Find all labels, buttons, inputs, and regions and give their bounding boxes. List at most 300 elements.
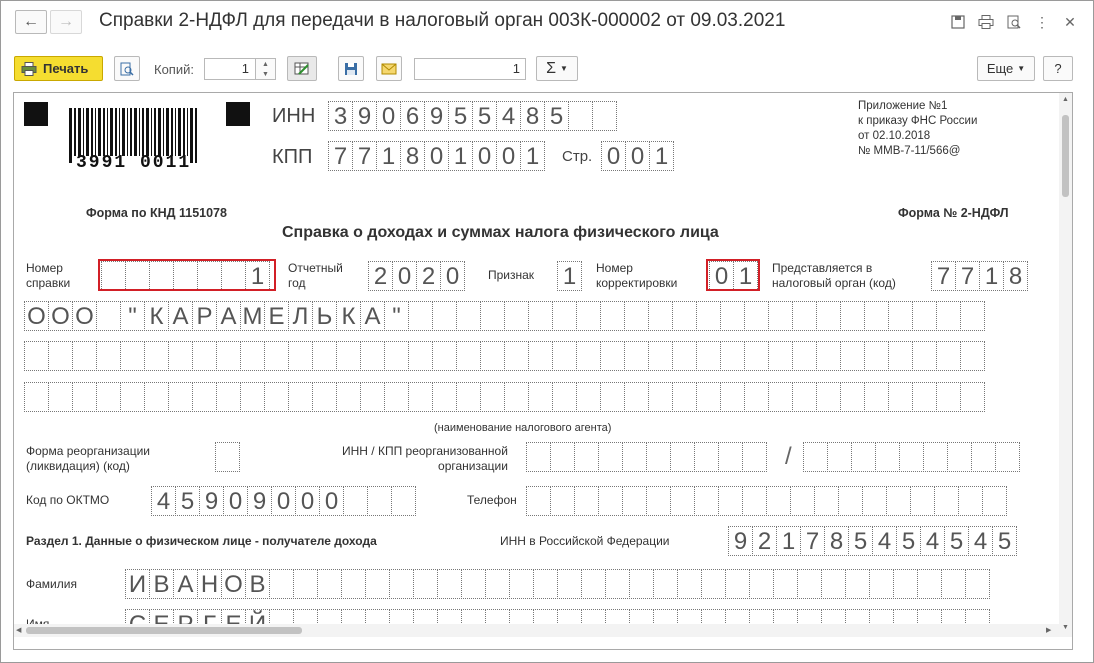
char-cell: О <box>48 301 73 331</box>
char-cell <box>886 486 911 516</box>
char-cell <box>391 486 416 516</box>
preview-button[interactable] <box>114 56 140 81</box>
label-line: ИНН / КПП реорганизованной <box>342 444 508 458</box>
char-cell <box>851 442 876 472</box>
envelope-icon <box>381 63 397 75</box>
char-cell <box>864 301 889 331</box>
char-cell <box>600 382 625 412</box>
char-cell <box>725 569 750 599</box>
char-cell: 8 <box>824 526 849 556</box>
char-cell <box>672 382 697 412</box>
char-cell <box>312 382 337 412</box>
label-line: корректировки <box>596 276 678 290</box>
char-cell <box>936 382 961 412</box>
char-cell <box>528 341 553 371</box>
window-title: Справки 2-НДФЛ для передачи в налоговый орган 003К-000002 от 09.03.2021 <box>99 10 786 31</box>
more-label: Еще <box>986 61 1014 76</box>
copies-input[interactable]: 1 <box>204 58 256 80</box>
char-cell <box>622 486 647 516</box>
char-cell <box>864 382 889 412</box>
char-cell <box>875 442 900 472</box>
char-cell: 9 <box>199 486 224 516</box>
char-cell <box>718 442 743 472</box>
char-cell: 9 <box>247 486 272 516</box>
char-cell <box>408 341 433 371</box>
char-cell: Р <box>192 301 217 331</box>
char-cell <box>936 301 961 331</box>
cert-number-highlight <box>98 259 276 291</box>
char-cell <box>456 382 481 412</box>
agent-name-row-3[interactable] <box>24 382 984 412</box>
pages-field[interactable]: 1 <box>414 58 526 80</box>
tax-authority-cells[interactable] <box>931 261 1027 291</box>
char-cell <box>622 442 647 472</box>
sigma-icon: Σ <box>546 59 556 77</box>
scroll-right-icon[interactable]: ▶ <box>1046 627 1052 634</box>
oktmo-label: Код по ОКТМО <box>26 493 110 507</box>
printer-icon <box>21 62 37 76</box>
char-cell <box>696 301 721 331</box>
char-cell: 0 <box>440 261 465 291</box>
char-cell: О <box>221 569 246 599</box>
save-button[interactable] <box>338 56 364 81</box>
char-cell: 4 <box>496 101 521 131</box>
char-cell <box>995 442 1020 472</box>
char-cell <box>816 382 841 412</box>
tax-authority-label <box>772 261 896 291</box>
char-cell <box>408 301 433 331</box>
char-cell <box>144 382 169 412</box>
print-button[interactable] <box>14 56 103 81</box>
char-cell <box>749 569 774 599</box>
chevron-up-icon[interactable]: ▲ <box>262 60 269 68</box>
char-cell <box>720 382 745 412</box>
appendix-line: от 02.10.2018 <box>858 130 931 142</box>
char-cell <box>744 382 769 412</box>
char-cell <box>816 341 841 371</box>
inn-rf-label: ИНН в Российской Федерации <box>500 534 670 548</box>
char-cell <box>624 382 649 412</box>
char-cell <box>827 442 852 472</box>
char-cell <box>413 569 438 599</box>
label-line: Отчетный <box>288 261 343 275</box>
char-cell <box>917 569 942 599</box>
char-cell <box>648 382 673 412</box>
correction-label <box>596 261 677 291</box>
char-cell <box>504 382 529 412</box>
chevron-down-icon[interactable]: ▼ <box>262 70 269 78</box>
char-cell: 7 <box>352 141 377 171</box>
char-cell <box>840 382 865 412</box>
char-cell <box>96 382 121 412</box>
char-cell: 0 <box>392 261 417 291</box>
horizontal-scroll-thumb[interactable] <box>26 627 302 634</box>
char-cell <box>965 569 990 599</box>
char-cell <box>912 301 937 331</box>
char-cell: 4 <box>968 526 993 556</box>
sum-button[interactable] <box>536 56 578 81</box>
reorg-form-label <box>26 444 150 474</box>
char-cell <box>744 341 769 371</box>
char-cell: 8 <box>1003 261 1028 291</box>
char-cell: 1 <box>376 141 401 171</box>
char-cell <box>72 382 97 412</box>
tax-form <box>14 93 1060 637</box>
dropdown-arrow-icon: ▼ <box>1017 64 1026 73</box>
char-cell: 0 <box>424 141 449 171</box>
char-cell <box>480 382 505 412</box>
char-cell <box>923 442 948 472</box>
char-cell <box>768 301 793 331</box>
char-cell <box>264 382 289 412</box>
document-area[interactable] <box>13 92 1073 650</box>
char-cell <box>893 569 918 599</box>
char-cell <box>720 341 745 371</box>
char-cell <box>912 341 937 371</box>
char-cell: В <box>149 569 174 599</box>
form-title: Справка о доходах и суммах налога физического лица <box>282 224 719 241</box>
print-label: Печать <box>43 61 89 76</box>
save-icon[interactable] <box>947 11 969 33</box>
char-cell: М <box>240 301 265 331</box>
char-cell <box>971 442 996 472</box>
edit-mode-button[interactable] <box>287 56 317 81</box>
char-cell: 7 <box>931 261 956 291</box>
char-cell <box>768 382 793 412</box>
agent-name-row-1[interactable] <box>24 301 984 331</box>
char-cell <box>768 341 793 371</box>
char-cell <box>480 341 505 371</box>
char-cell <box>600 341 625 371</box>
char-cell <box>934 486 959 516</box>
char-cell <box>838 486 863 516</box>
char-cell <box>600 301 625 331</box>
char-cell <box>701 569 726 599</box>
horizontal-scrollbar[interactable] <box>14 624 1060 637</box>
label-line: Номер <box>26 261 63 275</box>
char-cell: 0 <box>319 486 344 516</box>
reorg-inn-label <box>342 444 508 474</box>
char-cell: 1 <box>649 141 674 171</box>
char-cell <box>550 486 575 516</box>
char-cell <box>432 382 457 412</box>
char-cell: 6 <box>400 101 425 131</box>
toolbar <box>1 53 1093 85</box>
char-cell: 5 <box>896 526 921 556</box>
char-cell <box>336 382 361 412</box>
char-cell: " <box>384 301 409 331</box>
char-cell: 9 <box>352 101 377 131</box>
char-cell <box>168 382 193 412</box>
char-cell <box>192 382 217 412</box>
label-line: Номер <box>596 261 633 275</box>
char-cell: 7 <box>328 141 353 171</box>
vertical-scroll-thumb[interactable] <box>1062 115 1069 197</box>
back-button[interactable] <box>15 10 47 34</box>
char-cell <box>744 301 769 331</box>
char-cell <box>215 442 240 472</box>
edit-table-icon <box>294 62 310 76</box>
knd-label: Форма по КНД 1151078 <box>86 206 227 220</box>
form-number-label: Форма № 2-НДФЛ <box>898 206 1009 220</box>
char-cell <box>526 442 551 472</box>
char-cell <box>432 301 457 331</box>
char-cell <box>696 382 721 412</box>
dropdown-arrow-icon: ▼ <box>559 64 568 73</box>
sign-cells[interactable] <box>557 261 581 291</box>
char-cell <box>293 569 318 599</box>
char-cell <box>648 301 673 331</box>
char-cell <box>24 341 49 371</box>
char-cell <box>456 341 481 371</box>
char-cell <box>581 569 606 599</box>
char-cell <box>646 486 671 516</box>
char-cell <box>696 341 721 371</box>
forward-button[interactable] <box>50 10 82 34</box>
char-cell: 8 <box>520 101 545 131</box>
char-cell: 5 <box>472 101 497 131</box>
char-cell: 0 <box>295 486 320 516</box>
magnifier-icon <box>120 62 134 76</box>
char-cell <box>504 301 529 331</box>
reorg-inn-cells[interactable] <box>526 442 766 472</box>
char-cell: Е <box>264 301 289 331</box>
char-cell <box>288 382 313 412</box>
appendix-note <box>858 99 977 159</box>
char-cell: 5 <box>175 486 200 516</box>
char-cell <box>533 569 558 599</box>
char-cell <box>367 486 392 516</box>
scroll-left-icon[interactable]: ◀ <box>16 627 22 634</box>
char-cell <box>605 569 630 599</box>
year-cells[interactable] <box>368 261 464 291</box>
marker-square-right <box>226 102 250 126</box>
appendix-line: Приложение №1 <box>858 100 948 112</box>
arrow-left-icon: ← <box>23 13 39 30</box>
char-cell <box>312 341 337 371</box>
char-cell: К <box>144 301 169 331</box>
appendix-line: к приказу ФНС России <box>858 115 978 127</box>
char-cell <box>592 101 617 131</box>
char-cell <box>936 341 961 371</box>
char-cell <box>960 301 985 331</box>
char-cell <box>840 301 865 331</box>
char-cell <box>718 486 743 516</box>
char-cell <box>790 486 815 516</box>
char-cell <box>947 442 972 472</box>
char-cell <box>840 341 865 371</box>
char-cell <box>899 442 924 472</box>
char-cell <box>48 341 73 371</box>
char-cell <box>742 442 767 472</box>
char-cell: 4 <box>872 526 897 556</box>
char-cell: 7 <box>955 261 980 291</box>
char-cell: 0 <box>496 141 521 171</box>
char-cell <box>648 341 673 371</box>
char-cell <box>24 382 49 412</box>
char-cell: Л <box>288 301 313 331</box>
char-cell: А <box>360 301 385 331</box>
char-cell: 0 <box>376 101 401 131</box>
char-cell: 2 <box>368 261 393 291</box>
char-cell: 4 <box>920 526 945 556</box>
char-cell: 0 <box>625 141 650 171</box>
char-cell <box>96 341 121 371</box>
help-button[interactable]: ? <box>1043 56 1073 81</box>
char-cell: К <box>336 301 361 331</box>
char-cell <box>888 341 913 371</box>
char-cell <box>598 442 623 472</box>
char-cell <box>480 301 505 331</box>
char-cell: 5 <box>992 526 1017 556</box>
char-cell: В <box>245 569 270 599</box>
char-cell <box>888 382 913 412</box>
copies-stepper[interactable] <box>256 58 276 80</box>
char-cell: 0 <box>223 486 248 516</box>
more-vertical-icon[interactable]: ⋮ <box>1035 13 1049 30</box>
char-cell <box>568 101 593 131</box>
char-cell <box>336 341 361 371</box>
char-cell <box>552 382 577 412</box>
cert-number-label <box>26 261 70 291</box>
char-cell <box>960 341 985 371</box>
arrow-right-icon: → <box>58 13 74 30</box>
reorg-form-cells[interactable] <box>215 442 239 472</box>
char-cell: 0 <box>472 141 497 171</box>
preview-icon[interactable] <box>1003 11 1025 33</box>
char-cell: 9 <box>728 526 753 556</box>
char-cell: 2 <box>752 526 777 556</box>
char-cell <box>814 486 839 516</box>
title-bar <box>1 1 1093 45</box>
char-cell: 2 <box>416 261 441 291</box>
slash-separator: / <box>785 443 792 470</box>
char-cell <box>528 301 553 331</box>
char-cell <box>792 382 817 412</box>
section1-title: Раздел 1. Данные о физическом лице - получателе дохода <box>26 534 377 548</box>
char-cell: И <box>125 569 150 599</box>
oktmo-cells[interactable] <box>151 486 415 516</box>
char-cell <box>941 569 966 599</box>
more-button[interactable] <box>977 56 1035 81</box>
barcode-number: 3991 0011 <box>76 153 192 173</box>
correction-highlight <box>706 259 760 291</box>
char-cell <box>360 382 385 412</box>
char-cell <box>574 486 599 516</box>
scroll-down-icon[interactable]: ▼ <box>1062 624 1069 631</box>
char-cell <box>816 301 841 331</box>
label-line: Форма реорганизации <box>26 444 150 458</box>
char-cell: 9 <box>424 101 449 131</box>
page-label: Стр. <box>562 148 593 165</box>
kpp-cells <box>328 141 544 171</box>
char-cell <box>437 569 462 599</box>
char-cell <box>694 442 719 472</box>
label-line: (ликвидация) (код) <box>26 459 130 473</box>
char-cell <box>526 486 551 516</box>
char-cell <box>797 569 822 599</box>
char-cell <box>552 301 577 331</box>
char-cell <box>958 486 983 516</box>
phone-cells[interactable] <box>526 486 1006 516</box>
vertical-scrollbar[interactable] <box>1059 93 1072 637</box>
char-cell <box>646 442 671 472</box>
agent-name-row-2[interactable] <box>24 341 984 371</box>
char-cell: Ь <box>312 301 337 331</box>
char-cell: 3 <box>328 101 353 131</box>
char-cell <box>144 341 169 371</box>
reorg-kpp-cells[interactable] <box>803 442 1019 472</box>
char-cell <box>96 301 121 331</box>
char-cell <box>672 301 697 331</box>
char-cell <box>792 341 817 371</box>
char-cell: 1 <box>448 141 473 171</box>
char-cell <box>432 341 457 371</box>
char-cell: 5 <box>448 101 473 131</box>
label-line: Представляется в <box>772 261 873 275</box>
char-cell <box>264 341 289 371</box>
char-cell <box>910 486 935 516</box>
char-cell <box>48 382 73 412</box>
char-cell <box>574 442 599 472</box>
marker-square-left <box>24 102 48 126</box>
char-cell <box>576 341 601 371</box>
page-cells <box>601 141 673 171</box>
surname-cells[interactable] <box>125 569 989 599</box>
char-cell <box>792 301 817 331</box>
char-cell: А <box>173 569 198 599</box>
char-cell: 5 <box>944 526 969 556</box>
char-cell <box>341 569 366 599</box>
char-cell <box>72 341 97 371</box>
char-cell <box>485 569 510 599</box>
kpp-label: КПП <box>272 146 313 168</box>
email-button[interactable] <box>376 56 402 81</box>
char-cell <box>742 486 767 516</box>
char-cell <box>670 486 695 516</box>
char-cell: 0 <box>271 486 296 516</box>
scroll-up-icon[interactable]: ▲ <box>1062 96 1069 103</box>
char-cell: 1 <box>733 261 758 291</box>
copies-label: Копий: <box>154 62 194 77</box>
char-cell <box>869 569 894 599</box>
surname-label: Фамилия <box>26 577 77 591</box>
char-cell <box>670 442 695 472</box>
char-cell <box>509 569 534 599</box>
inn-label: ИНН <box>272 105 316 127</box>
char-cell: 1 <box>245 261 270 291</box>
label-line: год <box>288 276 306 290</box>
close-icon[interactable]: ✕ <box>1064 13 1076 30</box>
char-cell <box>982 486 1007 516</box>
char-cell <box>504 341 529 371</box>
char-cell <box>888 301 913 331</box>
print-icon[interactable] <box>975 11 997 33</box>
char-cell: 1 <box>557 261 582 291</box>
char-cell <box>677 569 702 599</box>
char-cell: 4 <box>151 486 176 516</box>
label-line: налоговый орган (код) <box>772 276 896 290</box>
char-cell: О <box>24 301 49 331</box>
char-cell <box>862 486 887 516</box>
phone-label: Телефон <box>467 493 517 507</box>
char-cell: А <box>216 301 241 331</box>
char-cell <box>269 569 294 599</box>
char-cell <box>845 569 870 599</box>
char-cell <box>384 341 409 371</box>
char-cell <box>389 569 414 599</box>
inn-rf-cells[interactable] <box>728 526 1016 556</box>
